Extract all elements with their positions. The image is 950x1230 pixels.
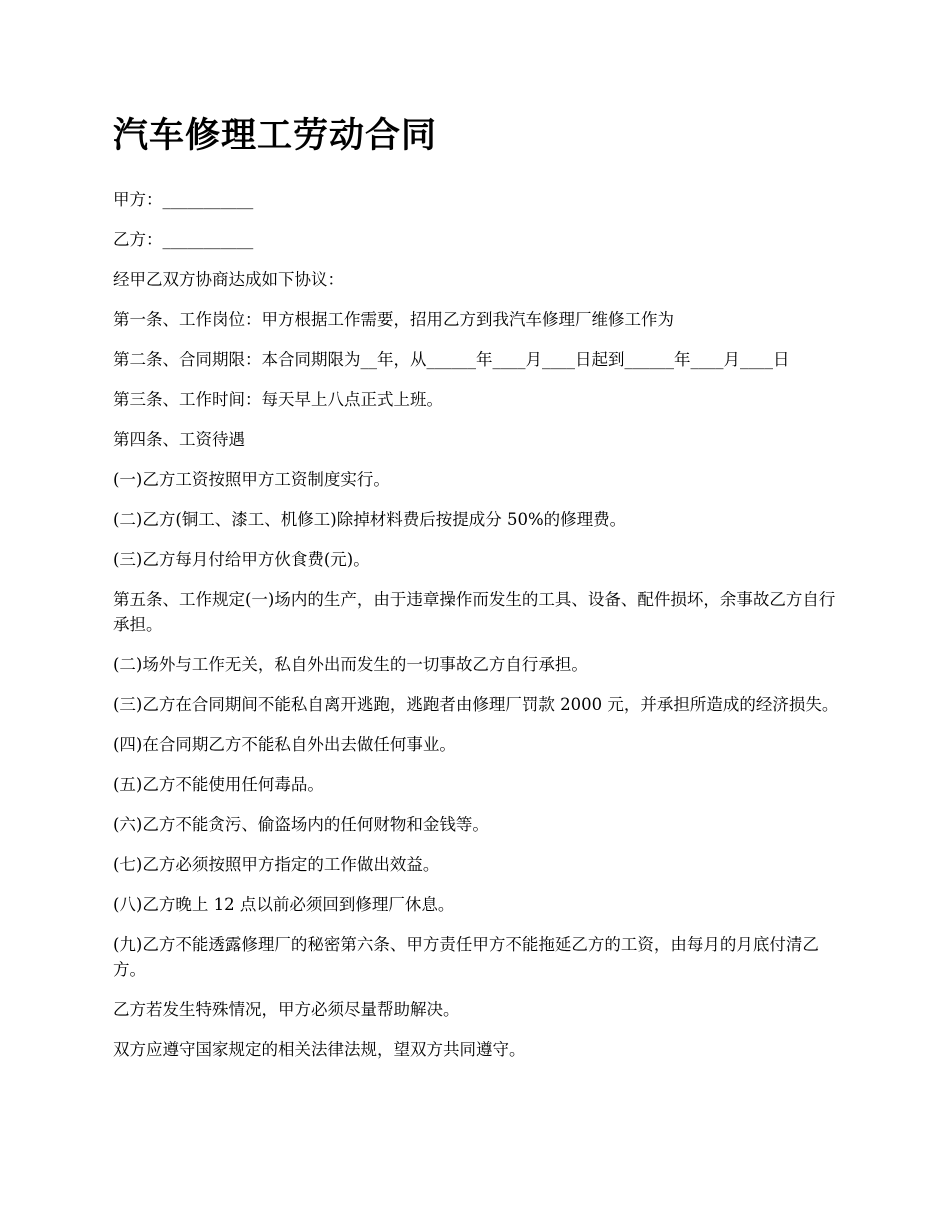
article-4-item-2: (二)乙方(铜工、漆工、机修工)除掉材料费后按提成分 50%的修理费。 [113,510,627,529]
article-4-item-1: (一)乙方工资按照甲方工资制度实行。 [113,470,390,489]
article-5-item-8: (八)乙方晚上 12 点以前必须回到修理厂休息。 [113,895,455,914]
article-2: 第二条、合同期限：本合同期限为__年，从______年____月____日起到______年____月____日 [113,350,790,369]
article-5: 第五条、工作规定(一)场内的生产，由于违章操作而发生的工具、设备、配件损坏，余事故乙方自行承担。 [113,590,836,634]
party-b-line: 乙方：___________ [113,230,254,249]
article-4-item-3: (三)乙方每月付给甲方伙食费(元)。 [113,550,370,569]
article-5-item-4: (四)在合同期乙方不能私自外出去做任何事业。 [113,735,456,754]
document-title: 汽车修理工劳动合同 [113,115,438,156]
article-5-item-6: (六)乙方不能贪污、偷盗场内的任何财物和金钱等。 [113,815,489,834]
closing-statement: 双方应遵守国家规定的相关法律法规，望双方共同遵守。 [113,1040,526,1059]
article-5-item-3: (三)乙方在合同期间不能私自离开逃跑，逃跑者由修理厂罚款 2000 元，并承担所造成的经济损失。 [113,695,839,714]
special-circumstances: 乙方若发生特殊情况，甲方必须尽量帮助解决。 [113,1000,460,1019]
article-4: 第四条、工资待遇 [113,430,245,449]
agreement-intro: 经甲乙双方协商达成如下协议： [113,270,344,289]
article-5-item-2: (二)场外与工作无关，私自外出而发生的一切事故乙方自行承担。 [113,655,588,674]
article-5-item-7: (七)乙方必须按照甲方指定的工作做出效益。 [113,855,440,874]
article-1: 第一条、工作岗位：甲方根据工作需要，招用乙方到我汽车修理厂维修工作为 [113,310,674,329]
article-3: 第三条、工作时间：每天早上八点正式上班。 [113,390,443,409]
party-a-line: 甲方：___________ [113,190,254,209]
article-5-item-5: (五)乙方不能使用任何毒品。 [113,775,324,794]
document-page [113,112,840,1077]
article-5-item-9: (九)乙方不能透露修理厂的秘密第六条、甲方责任甲方不能拖延乙方的工资，由每月的月底付清乙方。 [113,935,819,979]
